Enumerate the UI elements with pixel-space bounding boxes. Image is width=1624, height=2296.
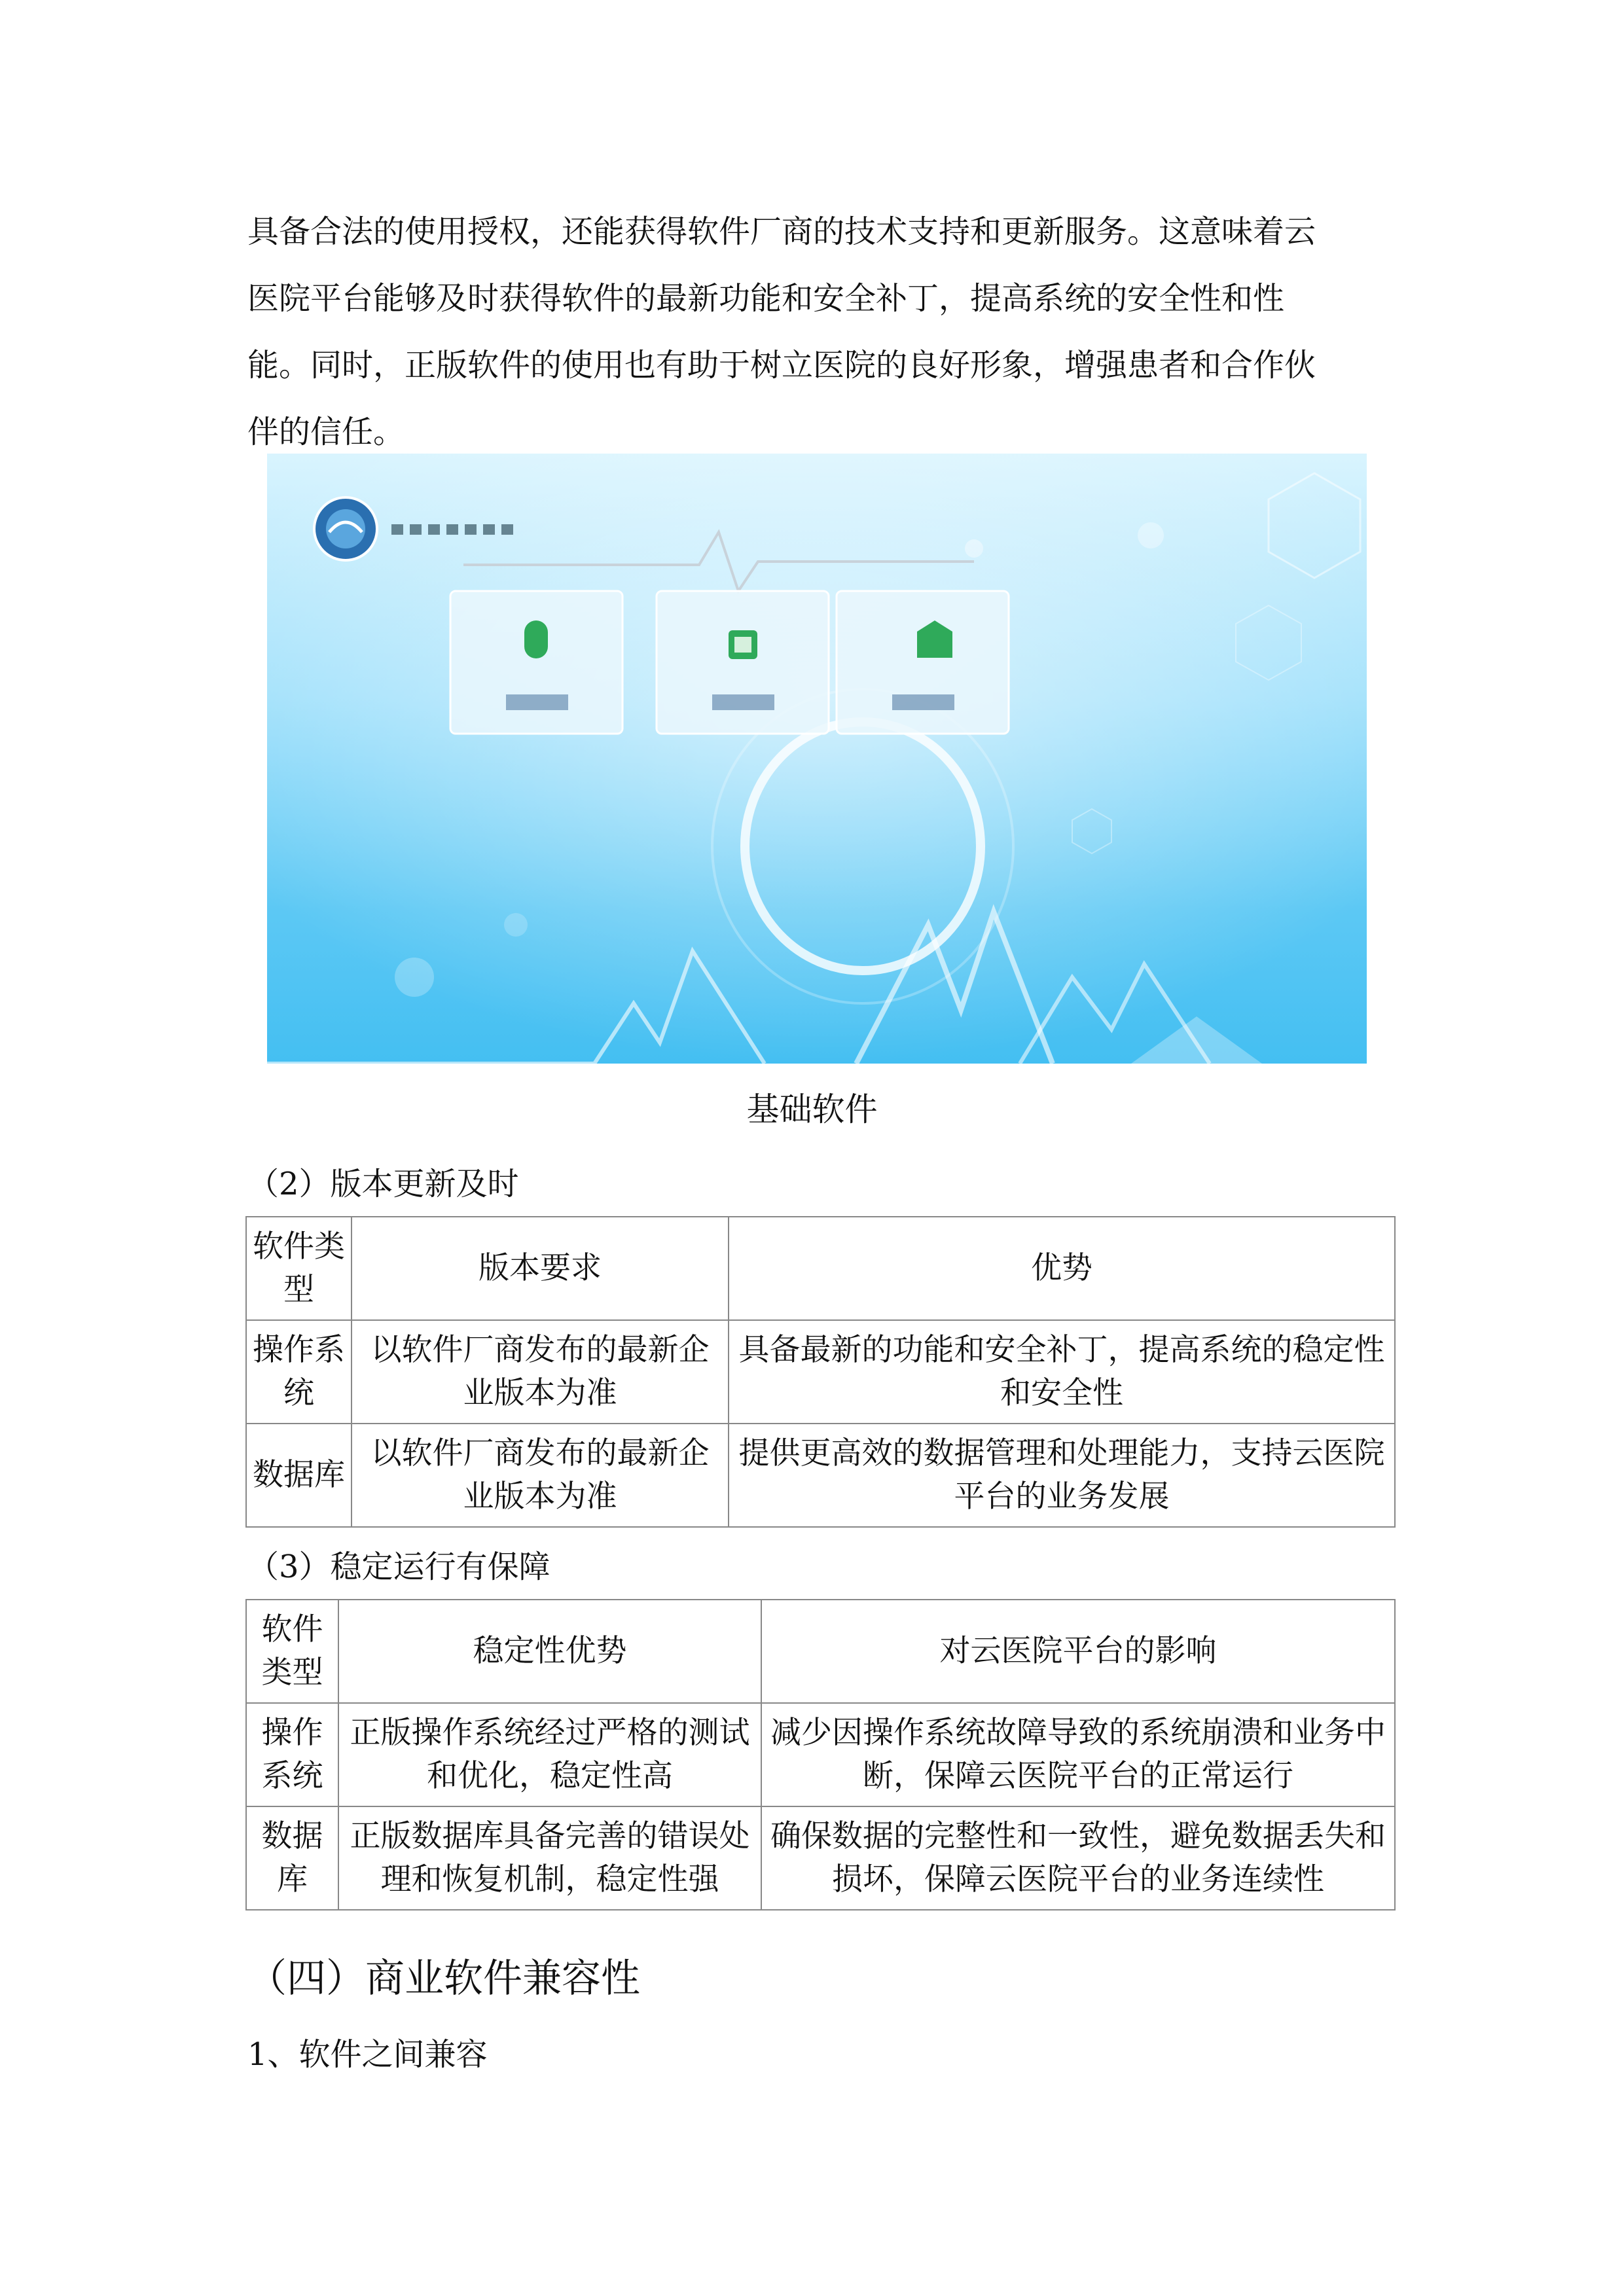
table-cell: 操作系统 [246, 1320, 352, 1424]
header-cell: 软件类型 [246, 1217, 352, 1320]
section-heading: （3）稳定运行有保障 [247, 1549, 550, 1585]
portal-illustration [267, 454, 1367, 1064]
table-row [246, 1806, 1395, 1910]
table-cell: 数据库 [246, 1806, 338, 1910]
intro-line: 具备合法的使用授权，还能获得软件厂商的技术支持和更新服务。这意味着云 [247, 213, 1316, 250]
intro-line: 能。同时，正版软件的使用也有助于树立医院的良好形象，增强患者和合作伙 [247, 347, 1316, 384]
header-cell: 优势 [729, 1217, 1395, 1320]
intro-paragraph [247, 198, 1373, 465]
header-cell: 对云医院平台的影响 [761, 1600, 1395, 1703]
table-row [246, 1424, 1395, 1527]
table-cell: 正版操作系统经过严格的测试和优化，稳定性高 [338, 1703, 761, 1806]
header-cell: 版本要求 [352, 1217, 729, 1320]
header-cell: 软件类型 [246, 1600, 338, 1703]
tile-operations[interactable] [657, 591, 829, 734]
header-cell: 稳定性优势 [338, 1600, 761, 1703]
bubble-decoration [504, 913, 528, 937]
table-row [246, 1703, 1395, 1806]
table-cell: 减少因操作系统故障导致的系统崩溃和业务中断，保障云医院平台的正常运行 [761, 1703, 1395, 1806]
table-cell: 以软件厂商发布的最新企业版本为准 [352, 1320, 729, 1424]
tile-label-blur [892, 694, 954, 710]
table-cell: 具备最新的功能和安全补丁，提高系统的稳定性和安全性 [729, 1320, 1395, 1424]
table-cell: 正版数据库具备完善的错误处理和恢复机制，稳定性强 [338, 1806, 761, 1910]
table-row [246, 1320, 1395, 1424]
section-heading: （2）版本更新及时 [247, 1166, 519, 1202]
intro-line: 医院平台能够及时获得软件的最新功能和安全补丁，提高系统的安全性和性 [247, 280, 1285, 317]
table-header-row [246, 1217, 1395, 1320]
table-cell: 确保数据的完整性和一致性，避免数据丢失和损坏，保障云医院平台的业务连续性 [761, 1806, 1395, 1910]
tile-monitoring[interactable] [837, 591, 1009, 734]
tile-label-blur [712, 694, 774, 710]
shield-icon [524, 620, 548, 658]
software-portal-image [267, 454, 1367, 1064]
table-cell: 数据库 [246, 1424, 352, 1527]
tile-ops[interactable] [450, 591, 623, 734]
table-cell: 操作系统 [246, 1703, 338, 1806]
bubble-decoration [965, 539, 983, 558]
intro-line: 伴的信任。 [247, 414, 405, 450]
bubble-decoration [395, 958, 434, 997]
version-update-table [245, 1216, 1396, 1528]
table-header-row [246, 1600, 1395, 1703]
table-cell: 以软件厂商发布的最新企业版本为准 [352, 1424, 729, 1527]
figure-caption: 基础软件 [746, 1090, 878, 1128]
bubble-decoration [1138, 522, 1164, 548]
table-cell: 提供更高效的数据管理和处理能力，支持云医院平台的业务发展 [729, 1424, 1395, 1527]
section-title: （四）商业软件兼容性 [247, 1956, 640, 2001]
stability-table [245, 1599, 1396, 1910]
subsection-heading: 1、软件之间兼容 [247, 2036, 488, 2073]
tile-label-blur [506, 694, 568, 710]
